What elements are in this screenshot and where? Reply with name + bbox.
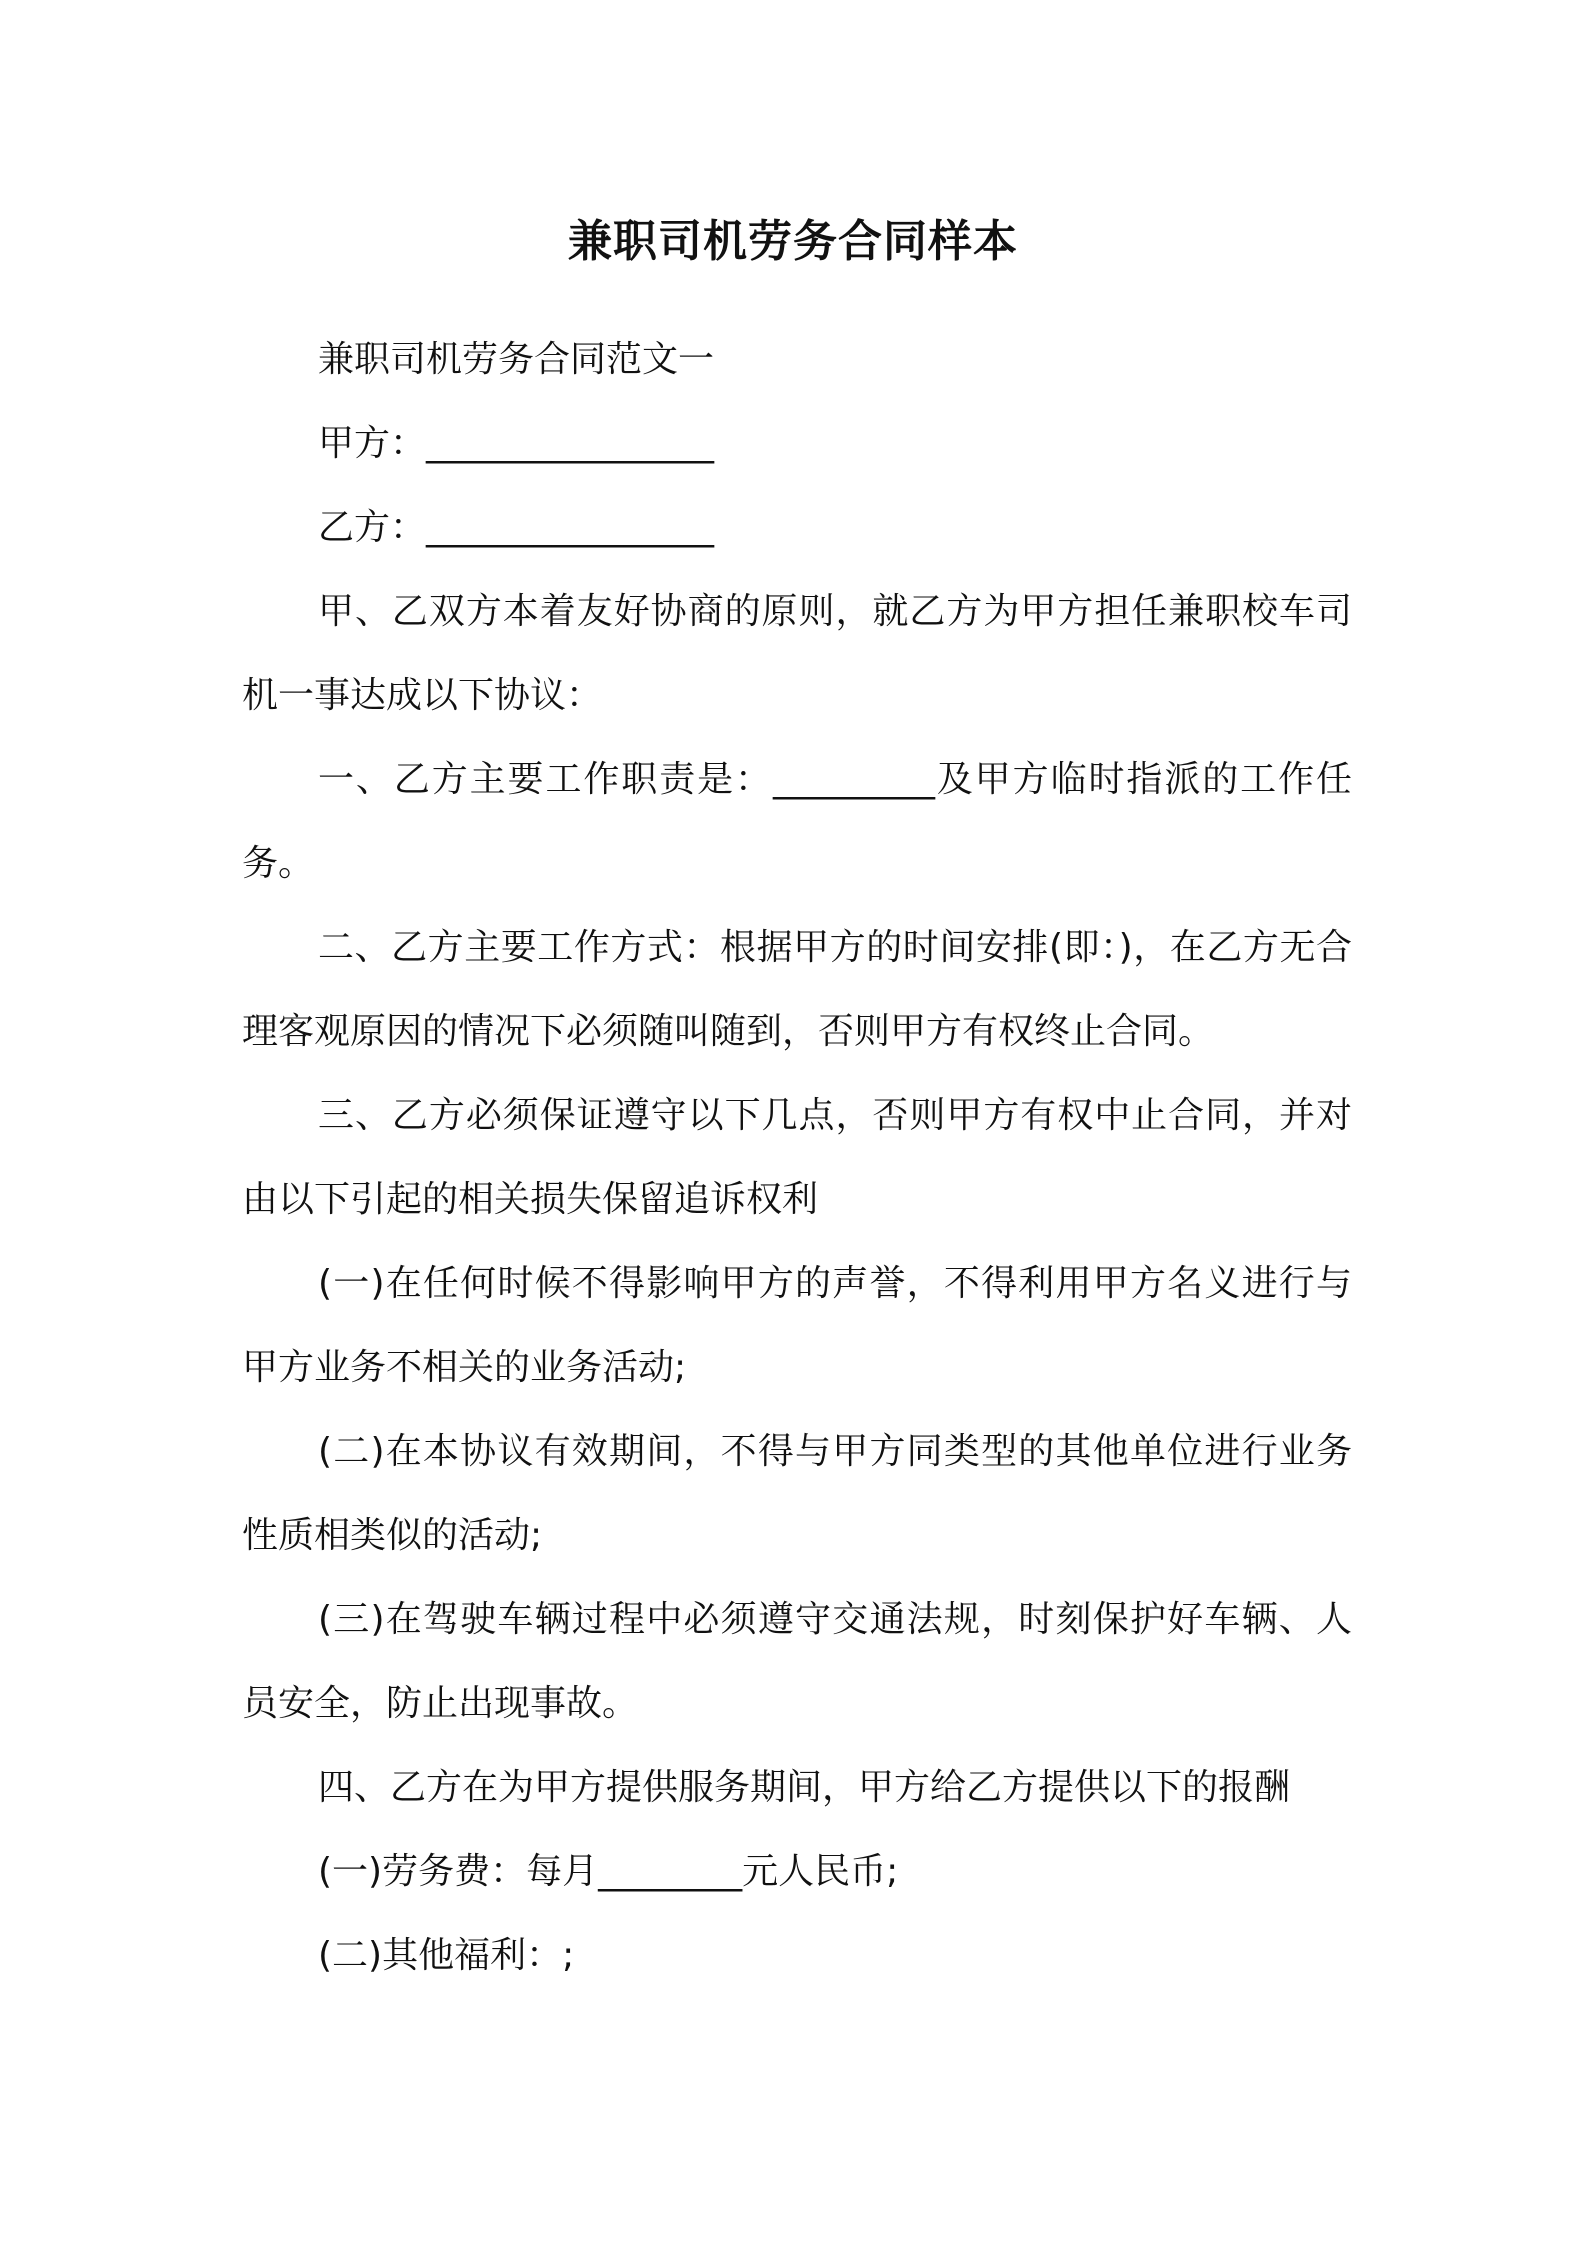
paragraph-clause-4-item-1: (一)劳务费：每月________元人民币; bbox=[318, 1851, 899, 1892]
paragraph-clause-2: 二、乙方主要工作方式：根据甲方的时间安排(即：)，在乙方无合理客观原因的情况下必须随叫随到，否则甲方有权终止合同。 bbox=[242, 927, 1352, 1052]
paragraph-clause-3-item-3: (三)在驾驶车辆过程中必须遵守交通法规，时刻保护好车辆、人员安全，防止出现事故。 bbox=[242, 1599, 1352, 1724]
paragraph-party-a: 甲方：________________ bbox=[318, 423, 715, 464]
document-body bbox=[242, 318, 1352, 1998]
document-title: 兼职司机劳务合同样本 bbox=[568, 216, 1018, 267]
paragraph-preamble: 甲、乙双方本着友好协商的原则，就乙方为甲方担任兼职校车司机一事达成以下协议： bbox=[242, 591, 1352, 716]
paragraph-party-b: 乙方：________________ bbox=[318, 507, 715, 548]
paragraph-clause-3: 三、乙方必须保证遵守以下几点，否则甲方有权中止合同，并对由以下引起的相关损失保留追诉权利 bbox=[242, 1095, 1352, 1220]
paragraph-subtitle: 兼职司机劳务合同范文一 bbox=[318, 339, 715, 380]
paragraph-clause-3-item-1: (一)在任何时候不得影响甲方的声誉，不得利用甲方名义进行与甲方业务不相关的业务活动; bbox=[242, 1263, 1352, 1388]
paragraph-clause-1: 一、乙方主要工作职责是：_________及甲方临时指派的工作任务。 bbox=[242, 759, 1352, 884]
paragraph-clause-4: 四、乙方在为甲方提供服务期间，甲方给乙方提供以下的报酬 bbox=[318, 1767, 1291, 1808]
paragraph-clause-4-item-2: (二)其他福利：; bbox=[318, 1935, 575, 1976]
paragraph-clause-3-item-2: (二)在本协议有效期间，不得与甲方同类型的其他单位进行业务性质相类似的活动; bbox=[242, 1431, 1352, 1556]
